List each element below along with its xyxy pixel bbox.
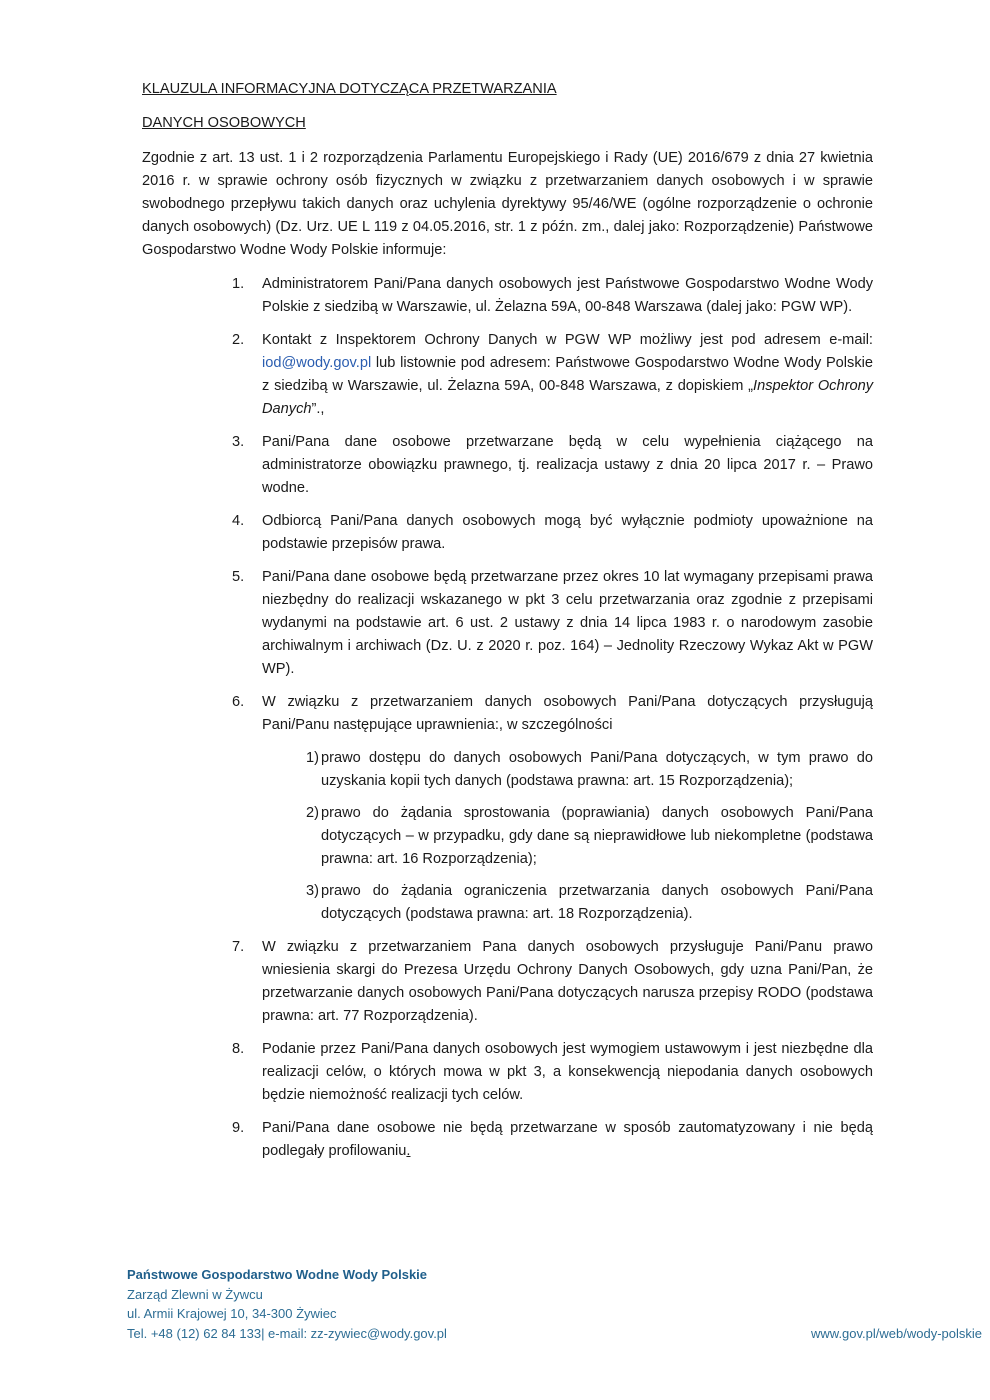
list-item-number: 3.	[232, 434, 245, 450]
list-item-number: 2.	[232, 332, 245, 348]
list-item-number: 8.	[232, 1041, 245, 1057]
sub-list-item	[262, 747, 873, 793]
list-item	[142, 431, 873, 500]
list-item-text: Pani/Pana dane osobowe nie będą przetwarzane w sposób zautomatyzowany i nie będą podlegały profilowaniu	[262, 1120, 873, 1159]
list-item	[142, 1117, 873, 1163]
sub-list-item	[262, 880, 873, 926]
list-item-text: Pani/Pana dane osobowe będą przetwarzane przez okres 10 lat wymagany przepisami prawa niezbędny do realizacji wskazanego w pkt 3 celu przetwarzania oraz zgodnie z przepisami wydanymi na podstawie art. 6 ust. 2 ustawy z dnia 14 lipca 1983 r. o narodowym zasobie archiwalnym i archiwach (Dz. U. z 2020 r. poz. 164) – Jednolity Rzeczowy Wykaz Akt w PGW WP).	[262, 569, 873, 677]
document-title-line-1: KLAUZULA INFORMACYJNA DOTYCZĄCA PRZETWARZANIA	[142, 81, 557, 97]
list-item-text: ”.,	[311, 401, 325, 417]
footer-organization: Państwowe Gospodarstwo Wodne Wody Polskie	[127, 1267, 428, 1282]
footer-unit: Zarząd Zlewni w Żywcu	[127, 1286, 263, 1302]
numbered-list	[142, 273, 873, 1163]
list-item-text: Podanie przez Pani/Pana danych osobowych jest wymogiem ustawowym i jest niezbędne dla realizacji celów, o których mowa w pkt 3, a konsekwencją niepodania danych osobowych będzie niemożność realizacji tych celów.	[262, 1041, 873, 1103]
list-item-number: 9.	[232, 1120, 245, 1136]
footer-address: ul. Armii Krajowej 10, 34-300 Żywiec	[127, 1306, 337, 1321]
list-item-text: Pani/Pana dane osobowe przetwarzane będą w celu wypełnienia ciążącego na administratorze obowiązku prawnego, tj. realizacja ustawy z dnia 20 lipca 2017 r. – Prawo wodne.	[262, 434, 873, 496]
footer-website: www.gov.pl/web/wody-polskie	[811, 1325, 982, 1341]
sub-list-item-number: 3)	[306, 883, 319, 899]
sub-list-item-number: 2)	[306, 805, 319, 821]
document-title-line-2: DANYCH OSOBOWYCH	[142, 115, 306, 131]
page-footer	[127, 1265, 982, 1343]
list-item-number: 1.	[232, 276, 245, 292]
list-item	[142, 1038, 873, 1107]
footer-contact: Tel. +48 (12) 62 84 133| e-mail: zz-zywiec@wody.gov.pl	[127, 1325, 447, 1341]
list-item	[142, 691, 873, 926]
sub-list	[262, 747, 873, 926]
list-item	[142, 936, 873, 1028]
list-item-text: lub listownie pod adresem: Państwowe Gospodarstwo Wodne Wody Polskie z siedzibą w Warszawie, ul. Żelazna 59A, 00-848 Warszawa, z dopiskiem „	[262, 355, 873, 394]
list-item-text: Kontakt z Inspektorem Ochrony Danych w PGW WP możliwy jest pod adresem e-mail:	[262, 332, 873, 348]
list-item-text: Odbiorcą Pani/Pana danych osobowych mogą być wyłącznie podmioty upoważnione na podstawie przepisów prawa.	[262, 513, 873, 552]
iod-email-link[interactable]: iod@wody.gov.pl	[262, 355, 372, 371]
sub-list-item-number: 1)	[306, 750, 319, 766]
list-item-number: 7.	[232, 939, 245, 955]
document-body	[142, 78, 873, 1173]
list-item	[142, 566, 873, 681]
list-item	[142, 510, 873, 556]
list-item	[142, 273, 873, 319]
sub-list-item	[262, 802, 873, 871]
sub-list-item-text: prawo do żądania ograniczenia przetwarzania danych osobowych Pani/Pana dotyczących (podstawa prawna: art. 18 Rozporządzenia).	[321, 883, 873, 922]
sub-list-item-text: prawo do żądania sprostowania (poprawiania) danych osobowych Pani/Pana dotyczących – w przypadku, gdy dane są nieprawidłowe lub niekompletne (podstawa prawna: art. 16 Rozporządzenia);	[321, 805, 873, 867]
list-item-trailing-period: .	[406, 1143, 411, 1159]
list-item-italic-text: Inspektor Ochrony Danych	[262, 378, 873, 417]
list-item-number: 4.	[232, 513, 245, 529]
list-item	[142, 329, 873, 421]
list-item-text: W związku z przetwarzaniem Pana danych osobowych przysługuje Pani/Panu prawo wniesienia skargi do Prezesa Urzędu Ochrony Danych Osobowych, gdy uzna Pani/Pan, że przetwarzanie danych osobowych Pani/Pana dotyczących narusza przepisy RODO (podstawa prawna: art. 77 Rozporządzenia).	[262, 939, 873, 1024]
sub-list-item-text: prawo dostępu do danych osobowych Pani/Pana dotyczących, w tym prawo do uzyskania kopii tych danych (podstawa prawna: art. 15 Rozporządzenia);	[321, 750, 873, 789]
list-item-number: 5.	[232, 569, 245, 585]
list-item-text: W związku z przetwarzaniem danych osobowych Pani/Pana dotyczących przysługują Pani/Panu następujące uprawnienia:, w szczególności	[262, 694, 873, 733]
list-item-number: 6.	[232, 694, 245, 710]
list-item-text: Administratorem Pani/Pana danych osobowych jest Państwowe Gospodarstwo Wodne Wody Polskie z siedzibą w Warszawie, ul. Żelazna 59A, 00-848 Warszawa (dalej jako: PGW WP).	[262, 276, 873, 315]
intro-paragraph: Zgodnie z art. 13 ust. 1 i 2 rozporządzenia Parlamentu Europejskiego i Rady (UE) 2016/679 z dnia 27 kwietnia 2016 r. w sprawie ochrony osób fizycznych w związku z przetwarzaniem danych osobowych i w sprawie swobodnego przepływu takich danych oraz uchylenia dyrektywy 95/46/WE (ogólne rozporządzenie o ochronie danych osobowych) (Dz. Urz. UE L 119 z 04.05.2016, str. 1 z późn. zm., dalej jako: Rozporządzenie) Państwowe Gospodarstwo Wodne Wody Polskie informuje:	[142, 150, 873, 258]
